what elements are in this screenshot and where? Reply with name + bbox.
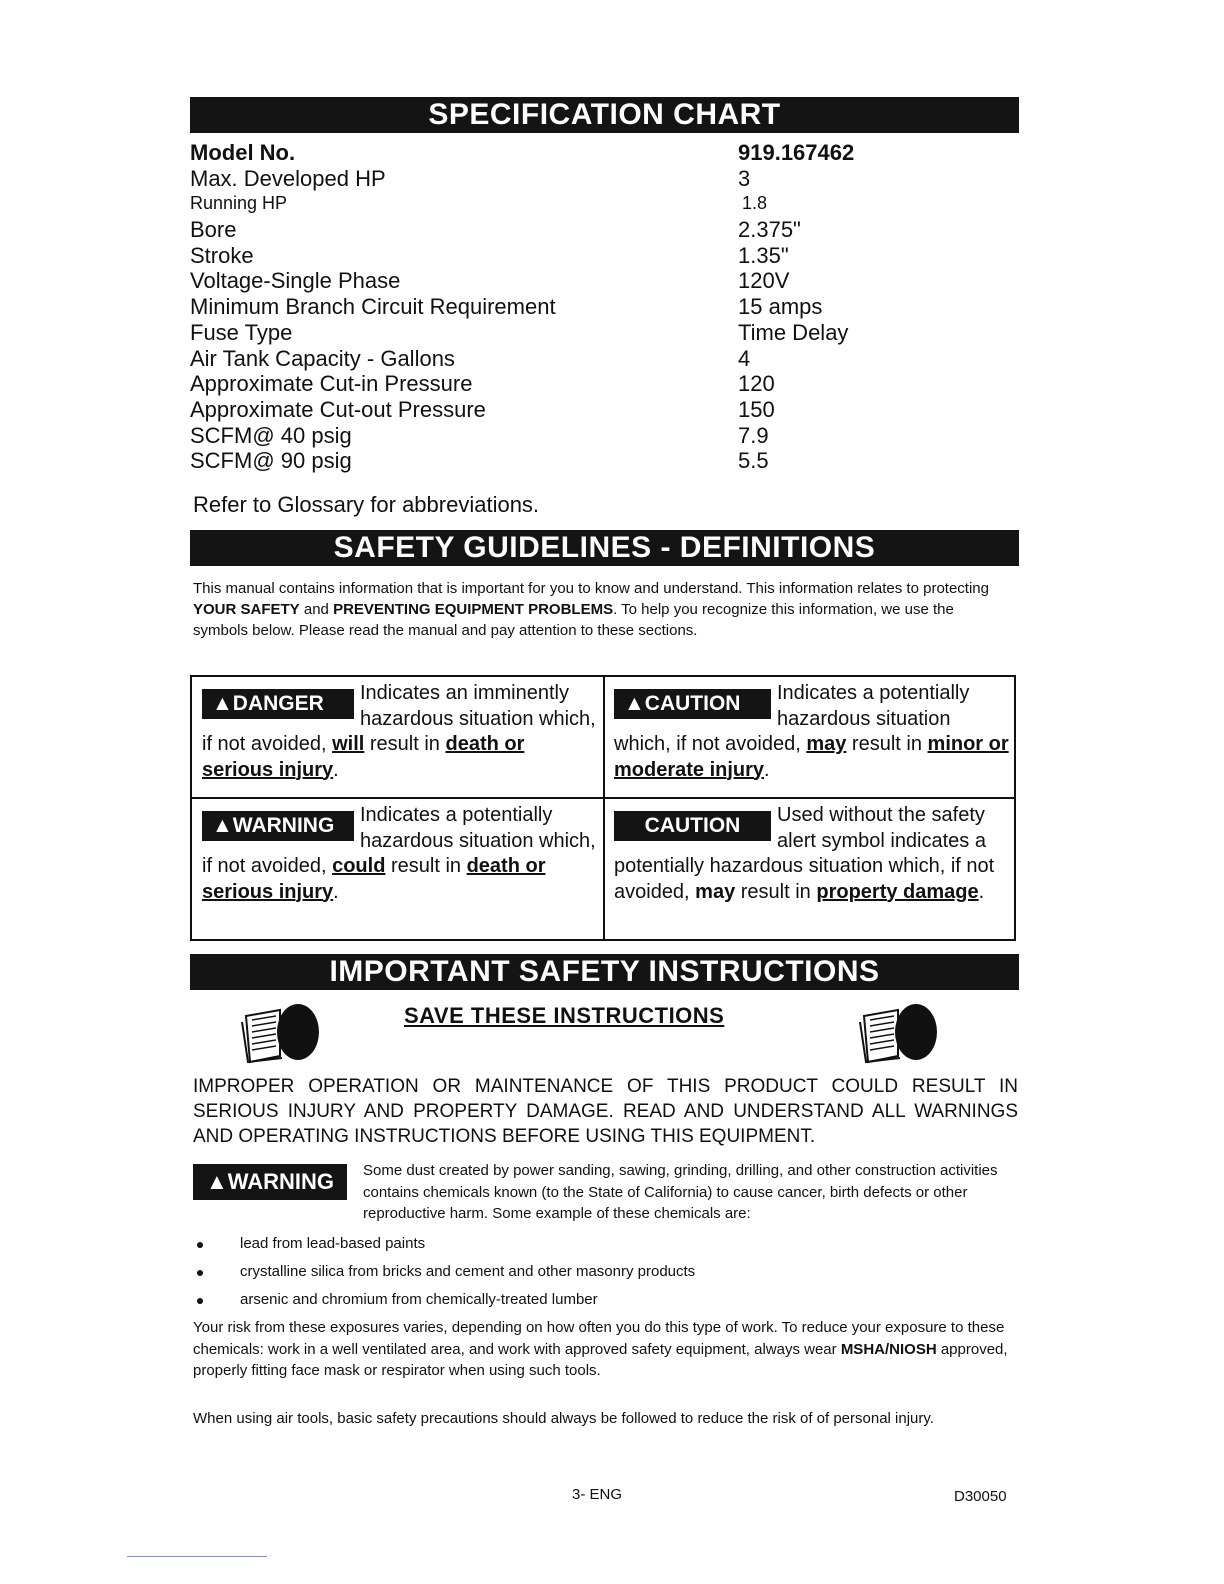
spec-label: Approximate Cut-out Pressure — [190, 396, 486, 422]
list-item — [193, 1288, 1013, 1316]
spec-row — [190, 371, 990, 397]
exposure-risk-paragraph — [193, 1317, 1013, 1382]
spec-value: Time Delay — [738, 319, 849, 345]
spec-row-model — [190, 140, 990, 166]
warning-badge: ▲WARNING — [202, 811, 354, 841]
list-item — [193, 1232, 1013, 1260]
guidelines-banner: SAFETY GUIDELINES - DEFINITIONS — [190, 530, 1019, 566]
caution-plain-badge: CAUTION — [614, 811, 771, 841]
bullet-icon — [197, 1242, 203, 1248]
definition-text: . — [764, 758, 770, 781]
save-instructions-title: SAVE THESE INSTRUCTIONS — [404, 1003, 725, 1028]
definition-emphasis: death or serious injury — [202, 855, 546, 903]
definition-text: Indicates a potentially hazardous situation which, if not avoided, — [202, 804, 596, 877]
definition-emphasis: will — [332, 733, 365, 755]
danger-badge: ▲DANGER — [202, 689, 354, 719]
spec-value: 120V — [738, 268, 790, 294]
spec-row — [190, 243, 990, 269]
spec-row — [190, 294, 990, 320]
spec-label: Air Tank Capacity - Gallons — [190, 345, 455, 371]
spec-row — [190, 448, 990, 474]
spec-row — [190, 397, 990, 423]
intro-text: and — [299, 601, 334, 618]
definition-text: . — [978, 880, 985, 903]
warning-badge: ▲WARNING — [193, 1164, 347, 1200]
intro-text: This manual contains information that is important for you to know and understand. This information relates to protecting — [193, 580, 989, 597]
intro-text: . To help you recognize this information, we use the symbols below. Please read the manual and pay attention to these sections. — [193, 601, 954, 639]
spec-label: Stroke — [190, 242, 254, 268]
spec-row — [190, 217, 990, 243]
spec-value: 1.35" — [738, 242, 789, 268]
spec-value: 15 amps — [738, 294, 823, 320]
california-warning — [193, 1160, 1013, 1225]
bullet-icon — [197, 1270, 203, 1276]
definition-emphasis: property damage — [816, 880, 979, 903]
spec-value: 7.9 — [738, 422, 769, 448]
caution-plain-definition — [614, 803, 1009, 905]
spec-label: Bore — [190, 217, 237, 243]
paragraph-text: approved, properly fitting face mask or respirator when using such tools. — [193, 1340, 1008, 1379]
spec-value: 3 — [738, 165, 751, 191]
definition-text: result in — [735, 880, 817, 903]
instructions-banner: IMPORTANT SAFETY INSTRUCTIONS — [190, 954, 1019, 990]
spec-label: Approximate Cut-in Pressure — [190, 371, 473, 397]
hazard-definitions-grid — [190, 675, 1016, 941]
definition-emphasis: may — [806, 733, 847, 755]
definition-text: result in — [364, 733, 446, 755]
list-item-text: crystalline silica from bricks and cement and other masonry products — [240, 1263, 696, 1280]
spec-value: 120 — [738, 371, 775, 397]
spec-row — [190, 346, 990, 372]
spec-row — [190, 268, 990, 294]
definition-emphasis: may — [695, 880, 736, 903]
page-number: 3- ENG — [572, 1486, 623, 1503]
spec-label: Model No. — [190, 140, 296, 165]
definition-text: Used without the safety alert symbol indicates a potentially hazardous situation which, if not avoided, — [614, 804, 995, 903]
definition-emphasis: could — [332, 855, 386, 877]
definition-text: Indicates a potentially hazardous situation which, if not avoided, — [614, 682, 970, 755]
spec-value: 5.5 — [738, 448, 769, 474]
grid-divider — [192, 797, 1014, 799]
spec-row — [190, 166, 990, 192]
paragraph-text: Your risk from these exposures varies, depending on how often you do this type of work. To reduce your exposure to these chemicals: work in a well ventilated area, and work with approved safety equipment, always wear — [193, 1319, 1005, 1358]
definition-emphasis: death or serious injury — [202, 733, 525, 781]
intro-bold-safety: YOUR SAFETY — [193, 601, 300, 618]
manual-book-icon — [858, 1002, 938, 1064]
list-item-text: lead from lead-based paints — [240, 1235, 426, 1252]
caution-alert-definition — [614, 681, 1009, 783]
spec-value: 150 — [738, 396, 775, 422]
glossary-note: Refer to Glossary for abbreviations. — [193, 492, 540, 517]
spec-value: 2.375" — [738, 217, 801, 243]
spec-row — [190, 191, 990, 217]
improper-operation-warning: IMPROPER OPERATION OR MAINTENANCE OF THIS PRODUCT COULD RESULT IN SERIOUS INJURY AND PROPERTY DAMAGE. READ AND UNDERSTAND ALL WARNINGS AND OPERATING INSTRUCTIONS BEFORE USING THIS EQUIPMENT. — [193, 1076, 1018, 1147]
caution-alert-badge: ▲CAUTION — [614, 689, 771, 719]
air-tools-paragraph: When using air tools, basic safety precautions should always be followed to reduce the risk of of personal injury. — [193, 1410, 934, 1427]
spec-label: SCFM@ 40 psig — [190, 422, 352, 448]
list-item-text: arsenic and chromium from chemically-treated lumber — [240, 1291, 598, 1308]
intro-bold-equipment: PREVENTING EQUIPMENT PROBLEMS — [333, 601, 614, 618]
definition-text: result in — [385, 855, 467, 877]
spec-row — [190, 320, 990, 346]
definition-text: . — [333, 758, 339, 781]
chemical-list — [193, 1232, 1013, 1316]
definition-text: . — [333, 880, 339, 903]
definition-emphasis: minor or moderate injury — [614, 733, 1009, 781]
spec-value: 4 — [738, 345, 751, 371]
guidelines-intro — [193, 578, 1013, 641]
spec-value: 1.8 — [742, 193, 768, 214]
paragraph-bold: MSHA/NIOSH — [840, 1340, 937, 1358]
spec-row — [190, 423, 990, 449]
definition-text: result in — [846, 733, 928, 755]
warning-text: Some dust created by power sanding, sawing, grinding, drilling, and other construction activities contains chemicals known (to the State of California) to cause cancer, birth defects or other reproductive harm. Some example of these chemicals are: — [363, 1162, 998, 1222]
document-code: D30050 — [954, 1488, 1007, 1505]
spec-label: Max. Developed HP — [190, 165, 386, 191]
page-edge-line — [127, 1556, 267, 1557]
definition-text: Indicates an imminently hazardous situation which, if not avoided, — [202, 682, 596, 755]
spec-banner: SPECIFICATION CHART — [190, 97, 1019, 133]
grid-divider — [603, 677, 605, 939]
spec-label: Voltage-Single Phase — [190, 268, 401, 294]
warning-definition — [202, 803, 597, 905]
danger-definition — [202, 681, 597, 783]
manual-book-icon — [240, 1002, 320, 1064]
spec-label: Minimum Branch Circuit Requirement — [190, 294, 556, 320]
spec-label: SCFM@ 90 psig — [190, 448, 352, 474]
bullet-icon — [197, 1298, 203, 1304]
spec-label: Running HP — [190, 193, 288, 214]
spec-value: 919.167462 — [738, 140, 855, 165]
spec-label: Fuse Type — [190, 319, 293, 345]
spec-table — [190, 140, 990, 474]
list-item — [193, 1260, 1013, 1288]
